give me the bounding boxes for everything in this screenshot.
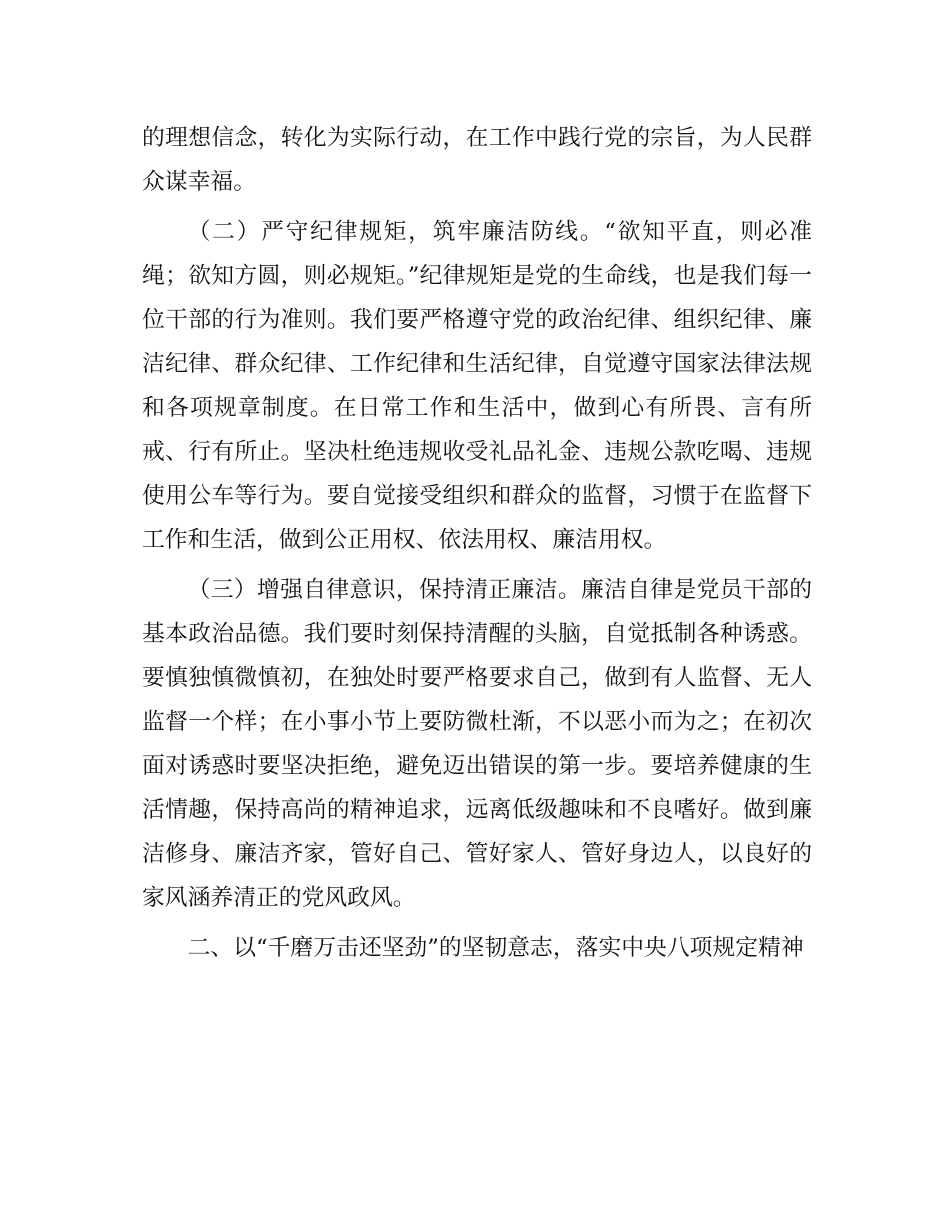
paragraph-section-two: （二）严守纪律规矩，筑牢廉洁防线。“欲知平直，则必准绳；欲知方圆，则必规矩。”纪律规矩是党的生命线，也是我们每一位干部的行为准则。我们要严格遵守党的政治纪律、组织纪律、廉洁纪律、群众纪律、工作纪律和生活纪律，自觉遵守国家法律法规和各项规章制度。在日常工作和生活中，做到心有所畏、言有所戒、行有所止。坚决杜绝违规收受礼品礼金、违规公款吃喝、违规使用公车等行为。要自觉接受组织和群众的监督，习惯于在监督下工作和生活，做到公正用权、依法用权、廉洁用权。 [142, 219, 812, 553]
paragraph-section-three: （三）增强自律意识，保持清正廉洁。廉洁自律是党员干部的基本政治品德。我们要时刻保持清醒的头脑，自觉抵制各种诱惑。要慎独慎微慎初，在独处时要严格要求自己，做到有人监督、无人监督一个样；在小事小节上要防微杜渐，不以恶小而为之；在初次面对诱惑时要坚决拒绝，避免迈出错误的第一步。要培养健康的生活情趣，保持高尚的精神追求，远离低级趣味和不良嗜好。做到廉洁修身、廉洁齐家，管好自己、管好家人、管好身边人，以良好的家风涵养清正的党风政风。 [142, 577, 812, 911]
document-page [142, 116, 812, 976]
heading-part-two: 二、以“千磨万击还坚劲”的坚韧意志，落实中央八项规定精神 [187, 935, 804, 961]
paragraph-continued: 的理想信念，转化为实际行动，在工作中践行党的宗旨，为人民群众谋幸福。 [142, 125, 812, 195]
